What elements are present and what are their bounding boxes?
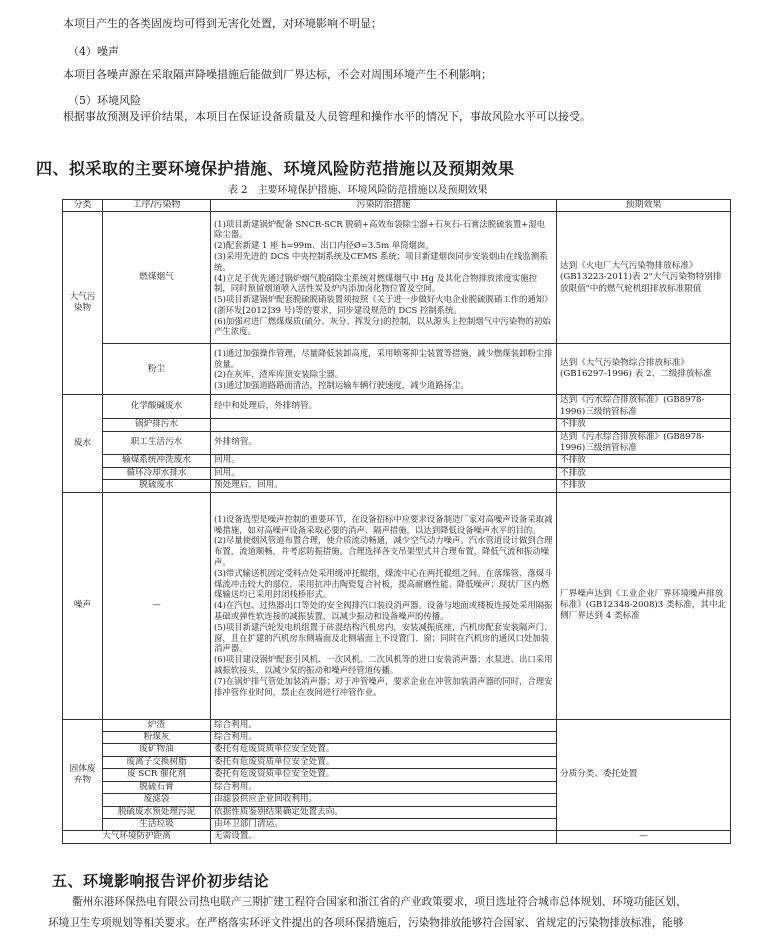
category-solid: 固体废弃物 [63,719,103,831]
conclusion-line-1: 衢州东港环保热电有限公司热电联产三期扩建工程符合国家和浙江省的产业政策要求，项目选址符合城市总体规划、环境功能区划、 [72,896,687,908]
table-row [63,212,731,344]
distance-measure: 无需设置。 [211,831,557,843]
measure-solid: 委托有危废资质单位安全处置。 [211,756,557,768]
measure-solid: 综合利用。 [211,719,557,731]
solid-waste-line: 本项目产生的各类固废均可得到无害化处置，对环境影响不明显； [63,17,382,30]
header-measures: 污染防治措施 [211,200,557,212]
source-solid: 生活垃圾 [103,818,211,830]
measures-noise: (1)设备选型是噪声控制的重要环节，在设备招标中应要求设备制造厂家对高噪声设备采取减噪措施，如对高噪声设备采取必要的消声、隔声措施，以达到降低设备噪声水平的目的。 (2)尽量使烟风管道布置合理，使介质流动畅通，减少空气动力噪声。汽水管道设计做到合理布置，流道顺畅，并考虑防振措施。合理选择各支吊架型式并合理布置，降低气流和振动噪声。 (3)带式输送机固定受料点处采用缓冲托辊组，煤流中心在两托辊组之间。在落煤管、落煤斗煤流冲击较大的部位，采用抗冲击陶瓷复合衬板，提高耐磨性能、降低噪声；现状厂区内燃煤输送均已采用封闭栈桥形式。 (4)在汽包、过热器出口等处的安全阀排汽口装设消声器。设备与地面或楼板连接处采用隔振基础或弹性软连接的减振装置，以减少振动和设备噪声的传播。 (5)项目新建汽轮发电机组置于砖混结构汽机房内，安装减振底座，汽机房配套安装隔声门、窗，且在扩建的汽机房东侧墙面及北侧墙面上不设置门、窗；同时在汽机房的通风口处加装消声器。 (6)项目建设锅炉配套引风机、一次风机、二次风机等的进口安装消声器；水泵进、出口采用减振软接头，以减少泵的振动和噪声经管道传播。 (7)在锅炉排气管处加装消声器；对于冲管噪声，要求企业在冲管加装消声器的同时，合理安排冲管作业时间，禁止在夜间进行冲管作业。 [211,492,557,719]
source-flue-gas: 燃煤烟气 [103,212,211,344]
effect-water: 不排放 [557,419,731,431]
effect-water: 达到《污水综合排放标准》(GB8978-1996)三级纳管标准 [557,431,731,455]
effect-flue-gas: 达到《火电厂大气污染物排放标准》(GB13223-2011)表 2"大气污染物特别排放限值"中的燃气轮机组排放标准限值 [557,212,731,344]
measure-water: 经中和处理后，外排纳管。 [211,395,557,419]
table-row [63,467,731,479]
effect-water: 不排放 [557,455,731,467]
source-solid: 脱硫石膏 [103,781,211,793]
table-header-row [63,200,731,212]
effect-water: 不排放 [557,480,731,492]
noise-heading: （4）噪声 [68,45,119,58]
category-water: 废水 [63,395,103,492]
table-row [63,831,731,843]
source-water: 输煤系统冲洗废水 [103,455,211,467]
source-water: 职工生活污水 [103,431,211,455]
table-row [63,455,731,467]
source-water: 化学酸碱废水 [103,395,211,419]
source-solid: 废 SCR 催化剂 [103,769,211,781]
source-dust: 粉尘 [103,344,211,395]
measures-table [62,199,731,844]
table-row [63,419,731,431]
measure-water: 外排纳管。 [211,431,557,455]
section-4-heading: 四、拟采取的主要环境保护措施、环境风险防范措施以及预期效果 [36,159,515,178]
distance-label: 大气环境防护距离 [63,831,211,843]
category-air: 大气污染物 [63,212,103,395]
source-noise: — [103,492,211,719]
risk-text: 根据事故预测及评价结果，本项目在保证设备质量及人员管理和操作水平的情况下，事故风险水平可以接受。 [63,110,591,123]
header-effect: 预期效果 [557,200,731,212]
measure-solid: 委托有危废资质单位安全处置。 [211,744,557,756]
measure-water: 回用。 [211,467,557,479]
noise-text: 本项目各噪声源在采取隔声降噪措施后能做到厂界达标，不会对周围环境产生不利影响； [63,68,492,81]
risk-heading: （5）环境风险 [68,94,141,107]
measure-solid: 综合利用。 [211,732,557,744]
measures-dust: (1)通过加强操作管理，尽量降低装卸高度，采用喷雾抑尘装置等措施，减少燃煤装卸粉尘排放量。 (2)在灰库、渣库库顶安装除尘器。 (3)通过加强道路路面清洁，控制运输车辆行驶速度，减少道路扬尘。 [211,344,557,395]
measure-water: 预处理后，回用。 [211,480,557,492]
header-source: 工序/污染物 [103,200,211,212]
table-row [63,480,731,492]
section-5-heading: 五、环境影响报告评价初步结论 [52,872,270,890]
conclusion-line-2: 环境卫生专项规划等相关要求。在严格落实环评文件提出的各项环保措施后，污染物排放能够符合国家、省规定的污染物排放标准，能够 [48,917,684,929]
measure-water [211,419,557,431]
measure-solid: 依据性质鉴别结果确定处置去向。 [211,806,557,818]
source-water: 循环冷却水排水 [103,467,211,479]
measure-solid: 由环卫部门清运。 [211,818,557,830]
source-solid: 炉渣 [103,719,211,731]
effect-water: 达到《污水综合排放标准》(GB8978-1996)三级纳管标准 [557,395,731,419]
effect-noise: 厂界噪声达到《工业企业厂界环境噪声排放标准》(GB12348-2008)3 类标准，其中北侧厂界达到 4 类标准 [557,492,731,719]
table-row [63,344,731,395]
table-row [63,719,731,731]
source-solid: 脱硫废水预处理污泥 [103,806,211,818]
table-row [63,492,731,719]
table-caption: 表 2 主要环境保护措施、环境风险防范措施以及预期效果 [228,185,488,196]
category-noise: 噪声 [63,492,103,719]
measure-solid: 由滤袋供应企业回收利用。 [211,794,557,806]
source-water: 脱硫废水 [103,480,211,492]
effect-solid: 分质分类、委托处置 [557,719,731,831]
source-solid: 粉煤灰 [103,732,211,744]
measure-solid: 委托有危废资质单位安全处置。 [211,769,557,781]
effect-dust: 达到《大气污染物综合排放标准》(GB16297-1996) 表 2、二级排放标准 [557,344,731,395]
distance-effect: — [557,831,731,843]
source-solid: 废滤袋 [103,794,211,806]
effect-water: 不排放 [557,467,731,479]
header-category: 分类 [63,200,103,212]
source-solid: 废离子交换树脂 [103,756,211,768]
measures-flue-gas: (1)项目新建锅炉配备 SNCR-SCR 脱硝+高效布袋除尘器+石灰石-石膏法脱硫装置+湿电除尘器。 (2)配套新建 1 座 h=99m、出口内径Ø=3.5m 单筒烟囱。 (3)采用先进的 DCS 中央控制系统及CEMS 系统；项目新建烟囱同步安装烟由在线监测系统。 (4)立足于优先通过锅炉烟气脱硝除尘系统对燃煤烟气中 Hg 及其化合物排放浓度实施控制，同时预留烟道喷入活性炭及炉内添加卤化物位置及空间。 (5)项目新建锅炉配套脱硫脱硝装置须按照《关于进一步做好火电企业脱硫脱硝工作的通知》(浙环发[2012]39 号)等的要求，同步建设规范的 DCS 控制系统。 (6)加强对进厂燃煤煤质(硫分、灰分、挥发分)的控制，以从源头上控制烟气中污染物的初始产生浓度。 [211,212,557,344]
source-solid: 废矿物油 [103,744,211,756]
measure-solid: 综合利用。 [211,781,557,793]
table-row [63,431,731,455]
table-row [63,395,731,419]
source-water: 锅炉排污水 [103,419,211,431]
measure-water: 回用。 [211,455,557,467]
